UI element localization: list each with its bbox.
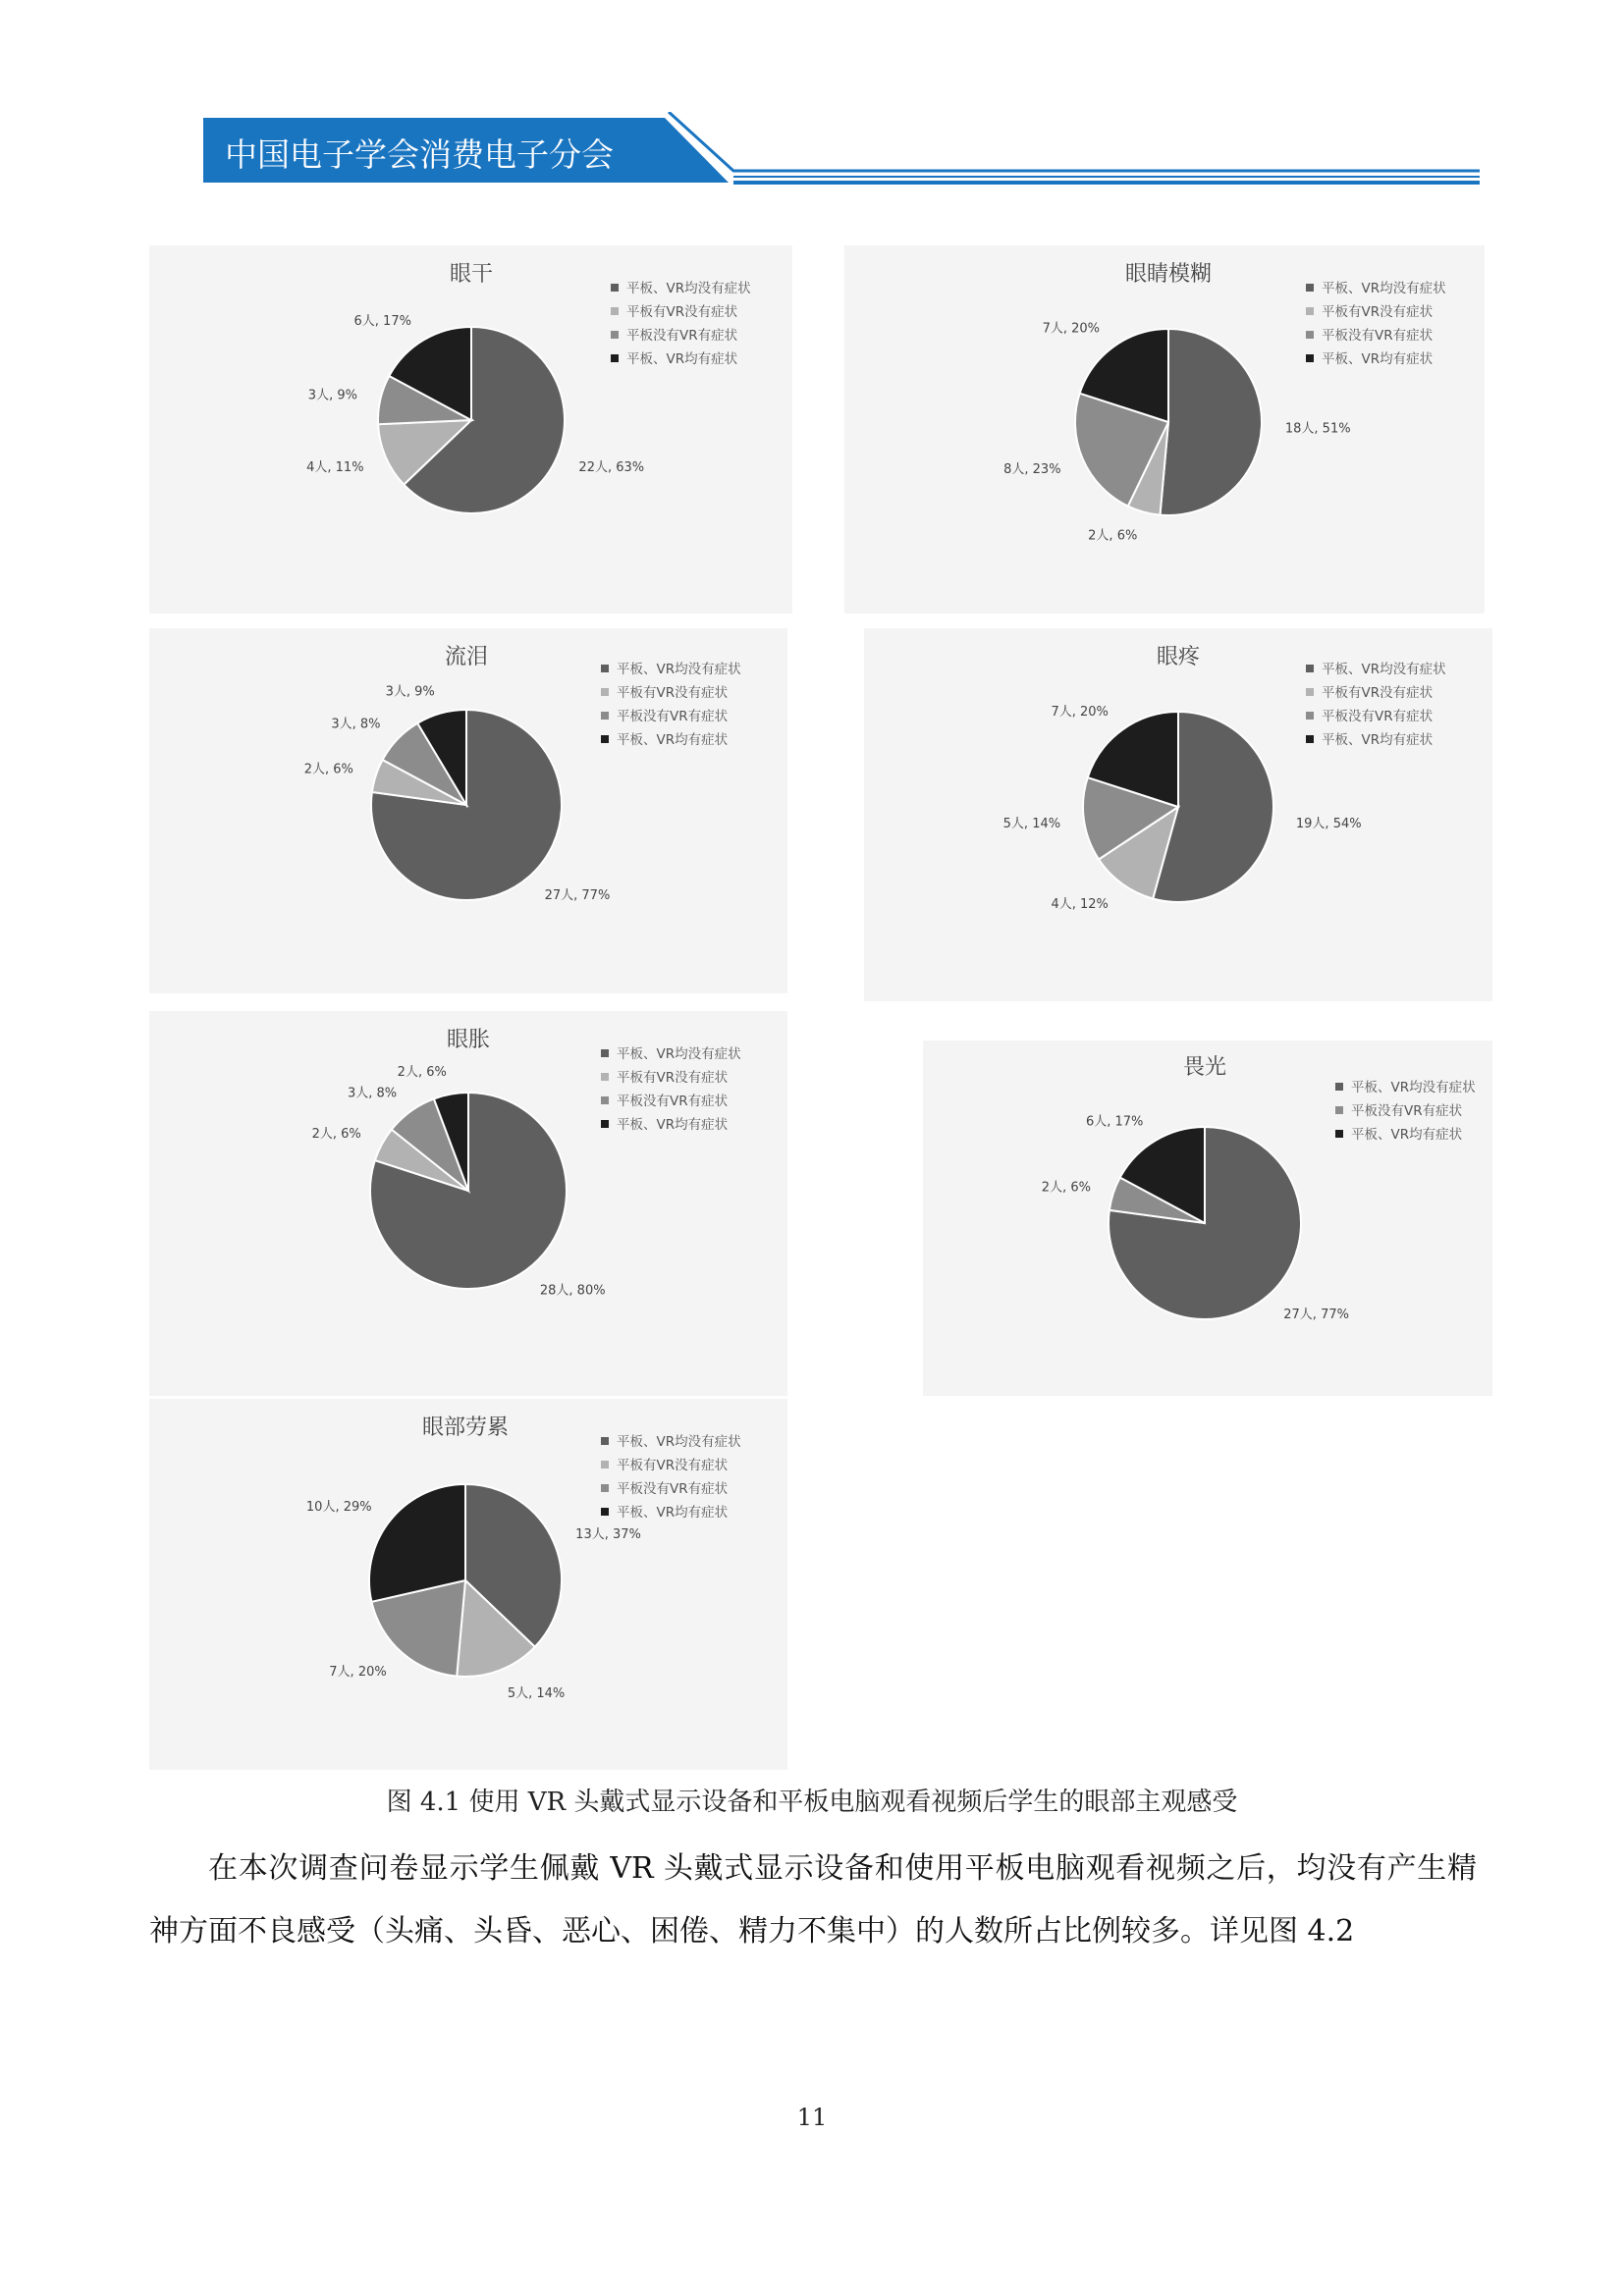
legend-swatch (601, 735, 609, 743)
chart-legend (1335, 1076, 1476, 1147)
legend-label: 平板没有VR有症状 (617, 1094, 729, 1109)
legend-label: 平板、VR均有症状 (1322, 732, 1434, 748)
chart-panel-tearing (149, 628, 787, 993)
legend-label: 平板、VR均有症状 (1351, 1127, 1463, 1143)
legend-label: 平板、VR均没有症状 (1322, 281, 1446, 296)
legend-swatch (611, 307, 619, 315)
legend-label: 平板没有VR有症状 (617, 1481, 729, 1497)
legend-item (601, 1501, 741, 1524)
legend-item (601, 1066, 741, 1090)
legend-item (1306, 658, 1446, 681)
legend-label: 平板、VR均没有症状 (617, 1046, 741, 1062)
chart-legend (601, 658, 741, 752)
legend-item (1306, 347, 1446, 371)
legend-label: 平板、VR均没有症状 (617, 662, 741, 677)
header-title: 中国电子学会消费电子分会 (225, 135, 614, 174)
chart-panel-blurred-vision (844, 245, 1485, 614)
legend-label: 平板、VR均有症状 (617, 1505, 729, 1521)
legend-label: 平板、VR均没有症状 (1351, 1080, 1476, 1095)
legend-label: 平板有VR没有症状 (626, 304, 738, 320)
legend-label: 平板、VR均有症状 (1322, 351, 1434, 367)
chart-panel-dry-eye (149, 245, 792, 614)
legend-label: 平板没有VR有症状 (617, 709, 729, 724)
legend-label: 平板有VR没有症状 (617, 1070, 729, 1086)
data-label: 2人, 6% (397, 1064, 447, 1080)
legend-swatch (611, 331, 619, 339)
legend-item (601, 681, 741, 705)
data-label: 2人, 6% (1088, 528, 1138, 544)
legend-swatch (601, 1508, 609, 1516)
legend-item (601, 1430, 741, 1454)
legend-swatch (1306, 735, 1314, 743)
legend-item (1335, 1076, 1476, 1099)
legend-item (601, 1090, 741, 1113)
legend-label: 平板有VR没有症状 (617, 685, 729, 701)
chart-title: 眼睛模糊 (1124, 262, 1212, 287)
legend-swatch (1306, 665, 1314, 672)
legend-swatch (601, 1049, 609, 1057)
legend-label: 平板、VR均没有症状 (617, 1434, 741, 1450)
chart-title: 眼部劳累 (421, 1415, 509, 1440)
legend-item (601, 658, 741, 681)
chart-panel-eye-swelling (149, 1011, 787, 1396)
legend-swatch (601, 1073, 609, 1081)
legend-item (1306, 300, 1446, 324)
chart-legend (611, 277, 751, 371)
data-label: 27人, 77% (1283, 1307, 1349, 1322)
legend-swatch (601, 665, 609, 672)
legend-item (601, 1477, 741, 1501)
data-label: 10人, 29% (305, 1499, 372, 1515)
chart-legend (1306, 277, 1446, 371)
legend-swatch (1306, 712, 1314, 720)
legend-item (1306, 728, 1446, 752)
legend-swatch (601, 1437, 609, 1445)
legend-swatch (1306, 331, 1314, 339)
legend-swatch (601, 1484, 609, 1492)
chart-title: 眼胀 (446, 1028, 490, 1052)
data-label: 8人, 23% (1003, 461, 1061, 477)
data-label: 2人, 6% (1041, 1180, 1091, 1196)
data-label: 7人, 20% (329, 1664, 387, 1680)
chart-legend (1306, 658, 1446, 752)
legend-label: 平板、VR均没有症状 (1322, 662, 1446, 677)
legend-swatch (601, 1096, 609, 1104)
chart-title: 眼干 (449, 262, 493, 287)
legend-item (611, 324, 751, 347)
legend-label: 平板、VR均有症状 (617, 732, 729, 748)
data-label: 19人, 54% (1295, 817, 1362, 832)
legend-item (601, 705, 741, 728)
legend-label: 平板、VR均有症状 (626, 351, 738, 367)
legend-label: 平板有VR没有症状 (1322, 304, 1434, 320)
data-label: 4人, 11% (306, 459, 364, 475)
legend-label: 平板没有VR有症状 (1322, 709, 1434, 724)
data-label: 4人, 12% (1051, 896, 1109, 912)
data-label: 2人, 6% (311, 1127, 361, 1143)
legend-swatch (1306, 284, 1314, 292)
legend-swatch (1306, 688, 1314, 696)
legend-item (601, 728, 741, 752)
legend-swatch (601, 1120, 609, 1128)
data-label: 5人, 14% (507, 1686, 566, 1702)
legend-swatch (1335, 1083, 1343, 1091)
legend-item (1306, 324, 1446, 347)
pie-slice (1160, 329, 1262, 515)
data-label: 6人, 17% (353, 313, 411, 329)
legend-swatch (601, 712, 609, 720)
legend-item (1335, 1123, 1476, 1147)
chart-panel-eye-fatigue (149, 1399, 787, 1770)
data-label: 27人, 77% (544, 888, 611, 904)
data-label: 28人, 80% (539, 1283, 606, 1299)
legend-label: 平板、VR均没有症状 (626, 281, 751, 296)
legend-swatch (601, 1461, 609, 1468)
figure-caption: 图 4.1 使用 VR 头戴式显示设备和平板电脑观看视频后学生的眼部主观感受 (386, 1788, 1238, 1817)
data-label: 2人, 6% (303, 762, 353, 777)
legend-item (601, 1113, 741, 1137)
chart-panel-eye-pain (864, 628, 1492, 1001)
data-label: 3人, 8% (347, 1086, 398, 1101)
page-header (203, 112, 1480, 187)
page-number: 11 (796, 2104, 828, 2131)
data-label: 3人, 8% (331, 717, 381, 732)
data-label: 7人, 20% (1051, 705, 1109, 721)
legend-item (611, 300, 751, 324)
legend-swatch (601, 688, 609, 696)
data-label: 22人, 63% (578, 459, 645, 475)
legend-item (1306, 681, 1446, 705)
chart-panel-photophobia (923, 1041, 1492, 1396)
legend-item (611, 347, 751, 371)
legend-label: 平板没有VR有症状 (626, 328, 738, 344)
legend-swatch (611, 354, 619, 362)
chart-title: 畏光 (1182, 1055, 1226, 1080)
legend-item (1306, 277, 1446, 300)
legend-item (601, 1042, 741, 1066)
legend-swatch (611, 284, 619, 292)
legend-item (611, 277, 751, 300)
legend-item (1335, 1099, 1476, 1123)
chart-legend (601, 1042, 741, 1137)
data-label: 7人, 20% (1042, 321, 1101, 337)
data-label: 3人, 9% (385, 684, 435, 700)
data-label: 3人, 9% (307, 388, 357, 403)
chart-title: 流泪 (444, 645, 488, 669)
legend-swatch (1335, 1130, 1343, 1138)
legend-label: 平板没有VR有症状 (1351, 1103, 1463, 1119)
data-label: 6人, 17% (1085, 1114, 1144, 1130)
legend-swatch (1335, 1106, 1343, 1114)
chart-legend (601, 1430, 741, 1524)
legend-label: 平板有VR没有症状 (617, 1458, 729, 1473)
legend-label: 平板、VR均有症状 (617, 1117, 729, 1133)
legend-item (1306, 705, 1446, 728)
data-label: 18人, 51% (1284, 421, 1351, 437)
legend-swatch (1306, 307, 1314, 315)
legend-label: 平板有VR没有症状 (1322, 685, 1434, 701)
legend-label: 平板没有VR有症状 (1322, 328, 1434, 344)
data-label: 5人, 14% (1002, 817, 1061, 832)
chart-title: 眼疼 (1156, 645, 1200, 669)
legend-item (601, 1454, 741, 1477)
body-paragraph: 在本次调查问卷显示学生佩戴 VR 头戴式显示设备和使用平板电脑观看视频之后，均没有产生精神方面不良感受（头痛、头昏、恶心、困倦、精力不集中）的人数所占比例较多。详见图 4.2 (149, 1851, 1477, 1949)
data-label: 13人, 37% (575, 1527, 641, 1543)
pie-slice (369, 1484, 465, 1602)
legend-swatch (1306, 354, 1314, 362)
